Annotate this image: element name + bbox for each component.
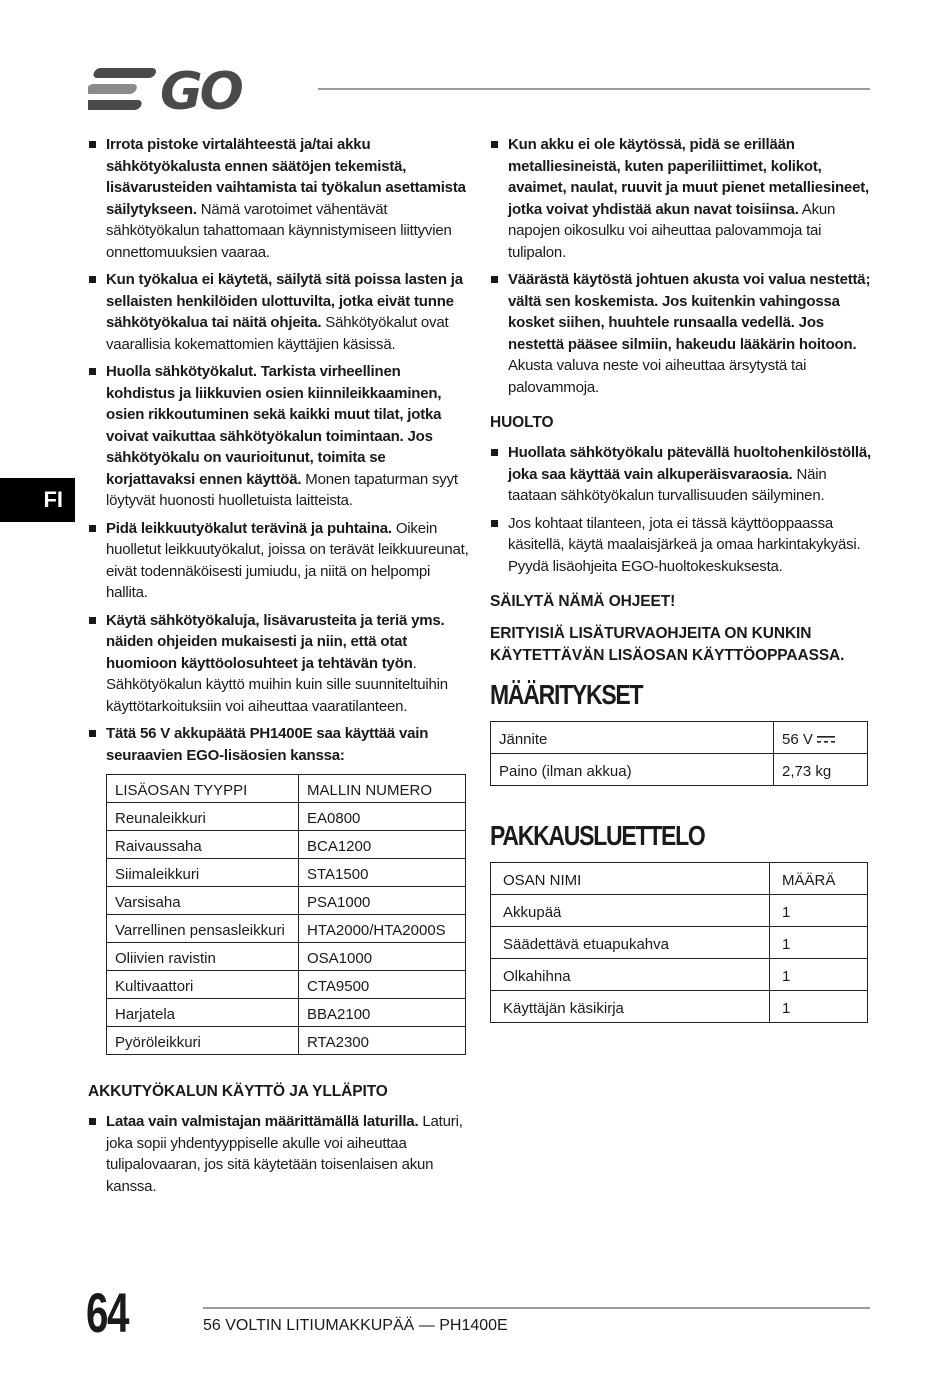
table-cell: Varsisaha	[107, 887, 299, 915]
table-cell: Siimaleikkuri	[107, 859, 299, 887]
table-row	[491, 722, 868, 754]
table-header-cell: LISÄOSAN TYYPPI	[107, 775, 299, 803]
specs-heading: MÄÄRITYKSET	[490, 679, 643, 710]
table-cell: Harjatela	[107, 999, 299, 1027]
table-cell: BBA2100	[299, 999, 466, 1027]
ego-logo	[88, 66, 298, 117]
table-cell: Jännite	[491, 722, 774, 754]
table-row	[491, 754, 868, 786]
table-row	[107, 887, 466, 915]
table-row	[491, 927, 868, 959]
table-cell: Käyttäjän käsikirja	[491, 991, 770, 1023]
footer-rule	[203, 1307, 870, 1309]
table-cell: Akkupää	[491, 895, 770, 927]
packing-table	[490, 862, 868, 1023]
packing-heading: PAKKAUSLUETTELO	[490, 820, 705, 851]
table-row	[107, 971, 466, 999]
language-tab: FI	[0, 478, 75, 522]
dc-symbol-icon	[817, 735, 835, 745]
section-heading: HUOLTO	[490, 414, 554, 431]
table-row	[491, 991, 868, 1023]
table-cell: CTA9500	[299, 971, 466, 999]
table-row	[107, 1027, 466, 1055]
list-item: Kun työkalua ei käytetä, säilytä sitä poissa lasten ja sellaisten henkilöiden ulottuvilta, jotka eivät tunne sähkötyökalua tai näitä ohjeita. Sähkötyökalut ovat vaarallisia kokemattomien käyttäjien käsissä.	[88, 269, 473, 355]
list-item: Huolla sähkötyökalut. Tarkista virheellinen kohdistus ja liikkuvien osien kiinnileikkaaminen, osien rikkoutuminen sekä kaikki muut tilat, jotka voivat vaikuttaa sähkötyökalun toimintaan. Jos sähkötyökalu on vaurioitunut, toimita se korjattavaksi ennen käyttöä. Monen tapaturman syyt löytyvät huonosti huolletuista laitteista.	[88, 361, 473, 512]
table-cell: STA1500	[299, 859, 466, 887]
table-cell	[774, 722, 868, 754]
table-cell: 1	[770, 927, 868, 959]
list-item: Pidä leikkuutyökalut terävinä ja puhtaina. Oikein huolletut leikkuutyökalut, joissa on terävät leikkuureunat, eivät todennäköisesti jumiudu, ja niitä on helpompi hallita.	[88, 518, 473, 604]
table-cell: Kultivaattori	[107, 971, 299, 999]
table-cell: PSA1000	[299, 887, 466, 915]
table-cell: RTA2300	[299, 1027, 466, 1055]
accessory-table	[106, 774, 466, 1055]
table-row	[107, 859, 466, 887]
list-item: Jos kohtaat tilanteen, jota ei tässä käyttöoppaassa käsitellä, käytä maalaisjärkeä ja omaa harkintakykyäsi. Pyydä lisäohjeita EGO-huoltokeskuksesta.	[490, 513, 875, 578]
table-cell: Paino (ilman akkua)	[491, 754, 774, 786]
table-row	[491, 959, 868, 991]
table-header-cell: MÄÄRÄ	[770, 863, 868, 895]
table-header-cell: MALLIN NUMERO	[299, 775, 466, 803]
svg-text:GO: GO	[160, 66, 241, 112]
table-cell: Olkahihna	[491, 959, 770, 991]
voltage-value: 56 V	[782, 730, 813, 748]
left-column	[88, 134, 473, 1203]
list-item: Lataa vain valmistajan määrittämällä laturilla. Laturi, joka sopii yhdentyyppiselle akulle voi aiheuttaa tulipalovaaran, jos sitä käytetään toisenlaisen akun kanssa.	[88, 1111, 473, 1197]
table-cell: BCA1200	[299, 831, 466, 859]
table-cell: Raivaussaha	[107, 831, 299, 859]
table-cell: Säädettävä etuapukahva	[491, 927, 770, 959]
table-cell: 1	[770, 895, 868, 927]
table-header-cell: OSAN NIMI	[491, 863, 770, 895]
table-cell: Varrellinen pensasleikkuri	[107, 915, 299, 943]
save-instructions-heading: SÄILYTÄ NÄMÄ OHJEET!	[490, 593, 676, 610]
extra-instructions-heading: ERITYISIÄ LISÄTURVAOHJEITA ON KUNKIN KÄYTETTÄVÄN LISÄOSAN KÄYTTÖOPPAASSA.	[490, 625, 845, 664]
list-item: Irrota pistoke virtalähteestä ja/tai akku sähkötyökalusta ennen säätöjen tekemistä, lisävarusteiden vaihtamista tai työkalun asettamista säilytykseen. Nämä varotoimet vähentävät sähkötyökalun tahattomaan käynnistymiseen liittyvien onnettomuuksien vaaraa.	[88, 134, 473, 263]
header-rule	[318, 88, 870, 90]
table-cell: 1	[770, 959, 868, 991]
table-cell: 1	[770, 991, 868, 1023]
list-item: Huollata sähkötyökalu pätevällä huoltohenkilöstöllä, joka saa käyttää vain alkuperäisvaraosia. Näin taataan sähkötyökalun turvallisuuden säilyminen.	[490, 442, 875, 507]
footer-title: 56 VOLTIN LITIUMAKKUPÄÄ — PH1400E	[203, 1317, 508, 1334]
table-row	[107, 943, 466, 971]
table-cell: Reunaleikkuri	[107, 803, 299, 831]
table-row	[107, 915, 466, 943]
table-row	[107, 831, 466, 859]
list-item: Väärästä käytöstä johtuen akusta voi valua nestettä; vältä sen koskemista. Jos kuitenkin vahingossa kosket siihen, huuhtele runsaalla vedellä. Jos nestettä pääsee silmiin, hakeudu lääkärin hoitoon. Akusta valuva neste voi aiheuttaa ärsytystä tai palovammoja.	[490, 269, 875, 398]
specs-table	[490, 721, 868, 786]
list-item: Käytä sähkötyökaluja, lisävarusteita ja teriä yms. näiden ohjeiden mukaisesti ja niin, että otat huomioon käyttöolosuhteet ja tehtävän työn. Sähkötyökalun käyttö muihin kuin sille suunniteltuihin käyttötarkoituksiin voi aiheuttaa vaaratilanteen.	[88, 610, 473, 718]
table-cell: OSA1000	[299, 943, 466, 971]
list-item: Kun akku ei ole käytössä, pidä se erillään metalliesineistä, kuten paperiliittimet, kolikot, avaimet, naulat, ruuvit ja muut pienet metalliesineet, jotka voivat yhdistää akun navat toisiinsa. Akun napojen oikosulku voi aiheuttaa palovammoja tai tulipalon.	[490, 134, 875, 263]
table-row	[491, 895, 868, 927]
table-cell: Oliivien ravistin	[107, 943, 299, 971]
table-cell: 2,73 kg	[774, 754, 868, 786]
list-item: Tätä 56 V akkupäätä PH1400E saa käyttää vain seuraavien EGO-lisäosien kanssa:	[88, 723, 473, 766]
table-cell: EA0800	[299, 803, 466, 831]
table-header-row	[107, 775, 466, 803]
page-number: 64	[86, 1281, 128, 1344]
table-header-row	[491, 863, 868, 895]
table-cell: HTA2000/HTA2000S	[299, 915, 466, 943]
table-row	[107, 803, 466, 831]
right-column	[490, 134, 875, 1023]
table-cell: Pyöröleikkuri	[107, 1027, 299, 1055]
section-heading: AKKUTYÖKALUN KÄYTTÖ JA YLLÄPITO	[88, 1083, 388, 1100]
table-row	[107, 999, 466, 1027]
